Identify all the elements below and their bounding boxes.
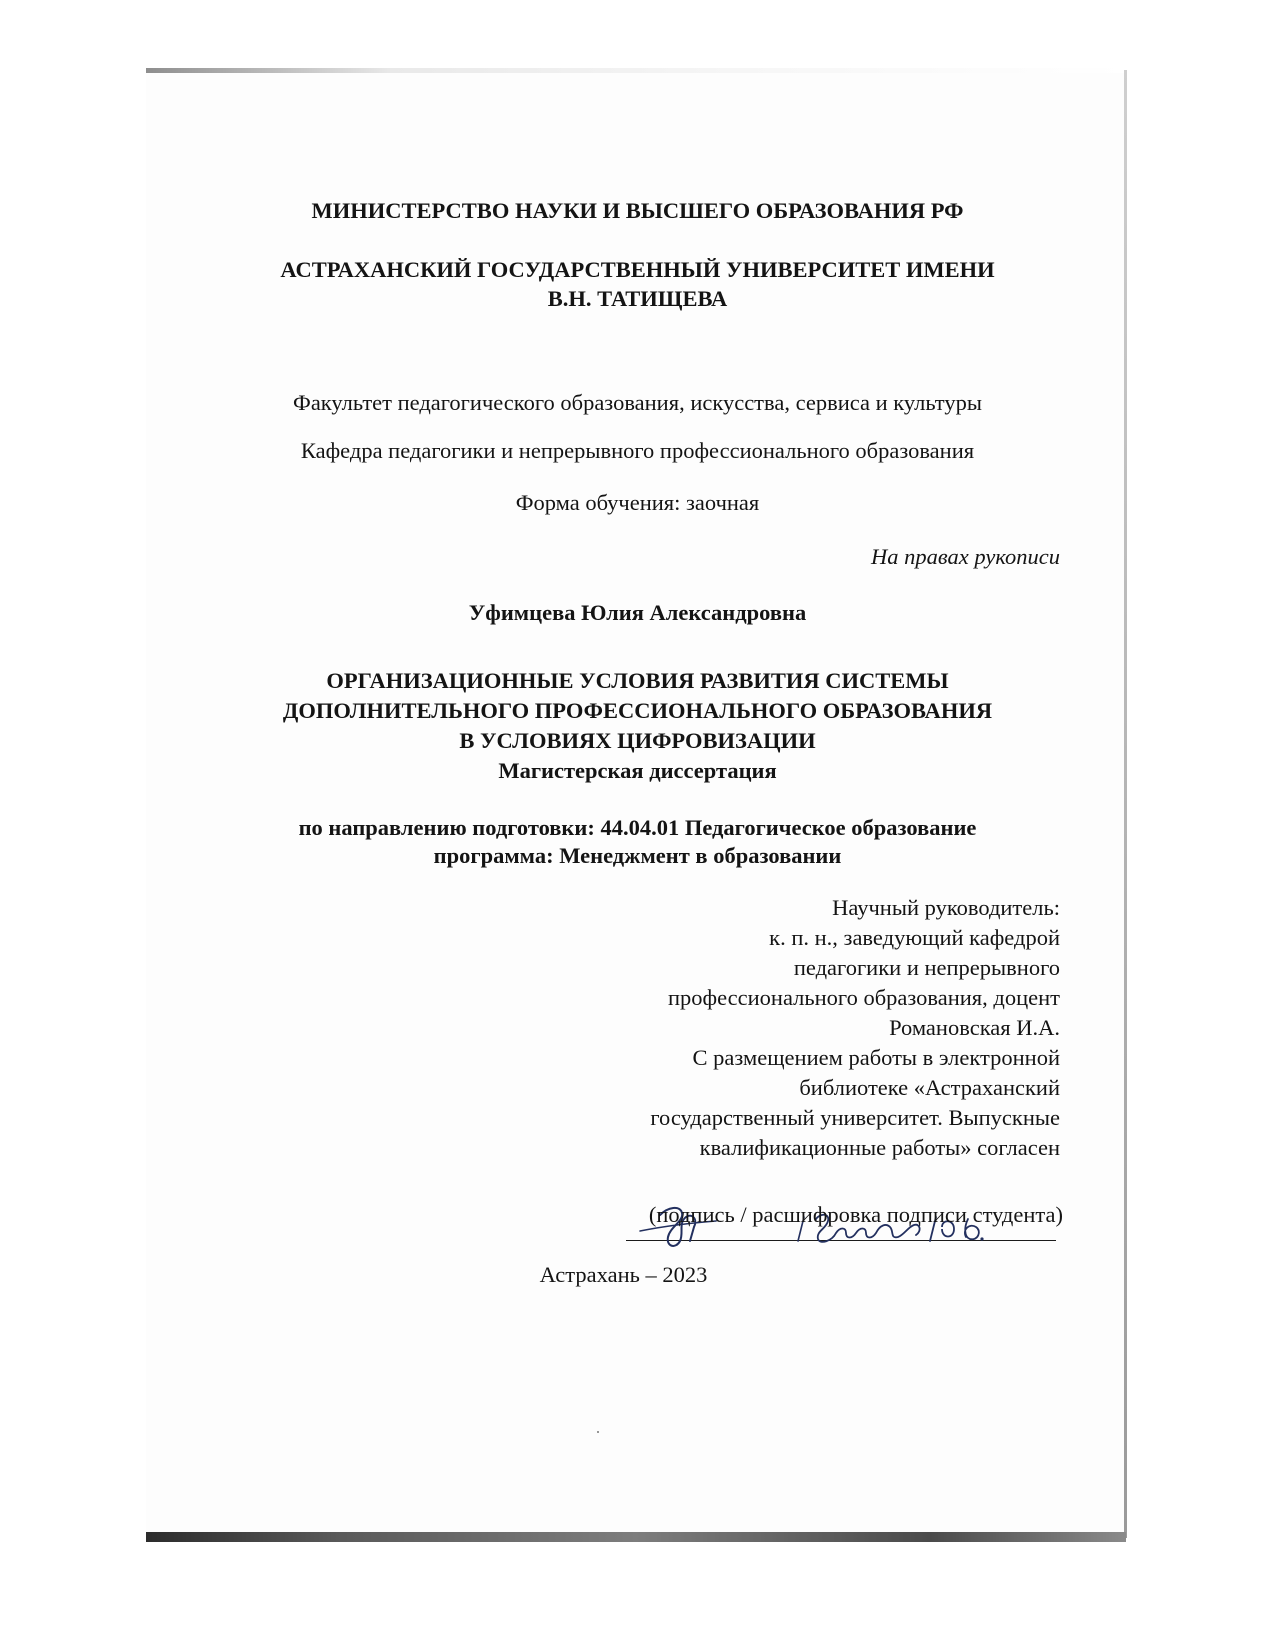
thesis-title-line-2: ДОПОЛНИТЕЛЬНОГО ПРОФЕССИОНАЛЬНОГО ОБРАЗОВАНИЯ	[282, 698, 993, 723]
study-form: Форма обучения: заочная	[515, 490, 760, 515]
consent-line-4: квалификационные работы» согласен	[699, 1135, 1060, 1160]
consent-line-1: С размещением работы в электронной	[692, 1045, 1060, 1070]
ministry-heading: МИНИСТЕРСТВО НАУКИ И ВЫСШЕГО ОБРАЗОВАНИЯ РФ	[311, 198, 964, 223]
signature-caption: (подпись / расшифровка подписи студента)	[648, 1202, 1063, 1227]
scanner-bottom-edge	[146, 1532, 1126, 1542]
author-name: Уфимцева Юлия Александровна	[468, 600, 807, 625]
training-direction: по направлению подготовки: 44.04.01 Педагогическое образование	[298, 815, 977, 840]
consent-line-2: библиотеке «Астраханский	[799, 1075, 1060, 1100]
consent-line-3: государственный университет. Выпускные	[650, 1105, 1060, 1130]
university-name-line-2: В.Н. ТАТИЩЕВА	[547, 286, 728, 311]
thesis-title-line-1: ОРГАНИЗАЦИОННЫЕ УСЛОВИЯ РАЗВИТИЯ СИСТЕМЫ	[326, 668, 949, 693]
supervisor-name: Романовская И.А.	[889, 1015, 1060, 1040]
paper-top-edge-shadow	[146, 68, 1126, 73]
work-type: Магистерская диссертация	[498, 758, 777, 783]
thesis-title-line-3: В УСЛОВИЯХ ЦИФРОВИЗАЦИИ	[459, 728, 816, 753]
paper-speck	[597, 1431, 599, 1433]
faculty-name: Факультет педагогического образования, искусства, сервиса и культуры	[293, 390, 982, 415]
supervisor-label: Научный руководитель:	[832, 895, 1060, 920]
study-program: программа: Менеджмент в образовании	[433, 843, 842, 868]
city-year: Астрахань – 2023	[539, 1262, 708, 1287]
supervisor-degree: к. п. н., заведующий кафедрой	[769, 925, 1060, 950]
supervisor-department-2: профессионального образования, доцент	[667, 985, 1060, 1010]
department-name: Кафедра педагогики и непрерывного профессионального образования	[300, 438, 975, 463]
manuscript-note: На правах рукописи	[871, 544, 1060, 569]
university-name-line-1: АСТРАХАНСКИЙ ГОСУДАРСТВЕННЫЙ УНИВЕРСИТЕТ ИМЕНИ	[280, 257, 995, 282]
supervisor-department-1: педагогики и непрерывного	[793, 955, 1060, 980]
